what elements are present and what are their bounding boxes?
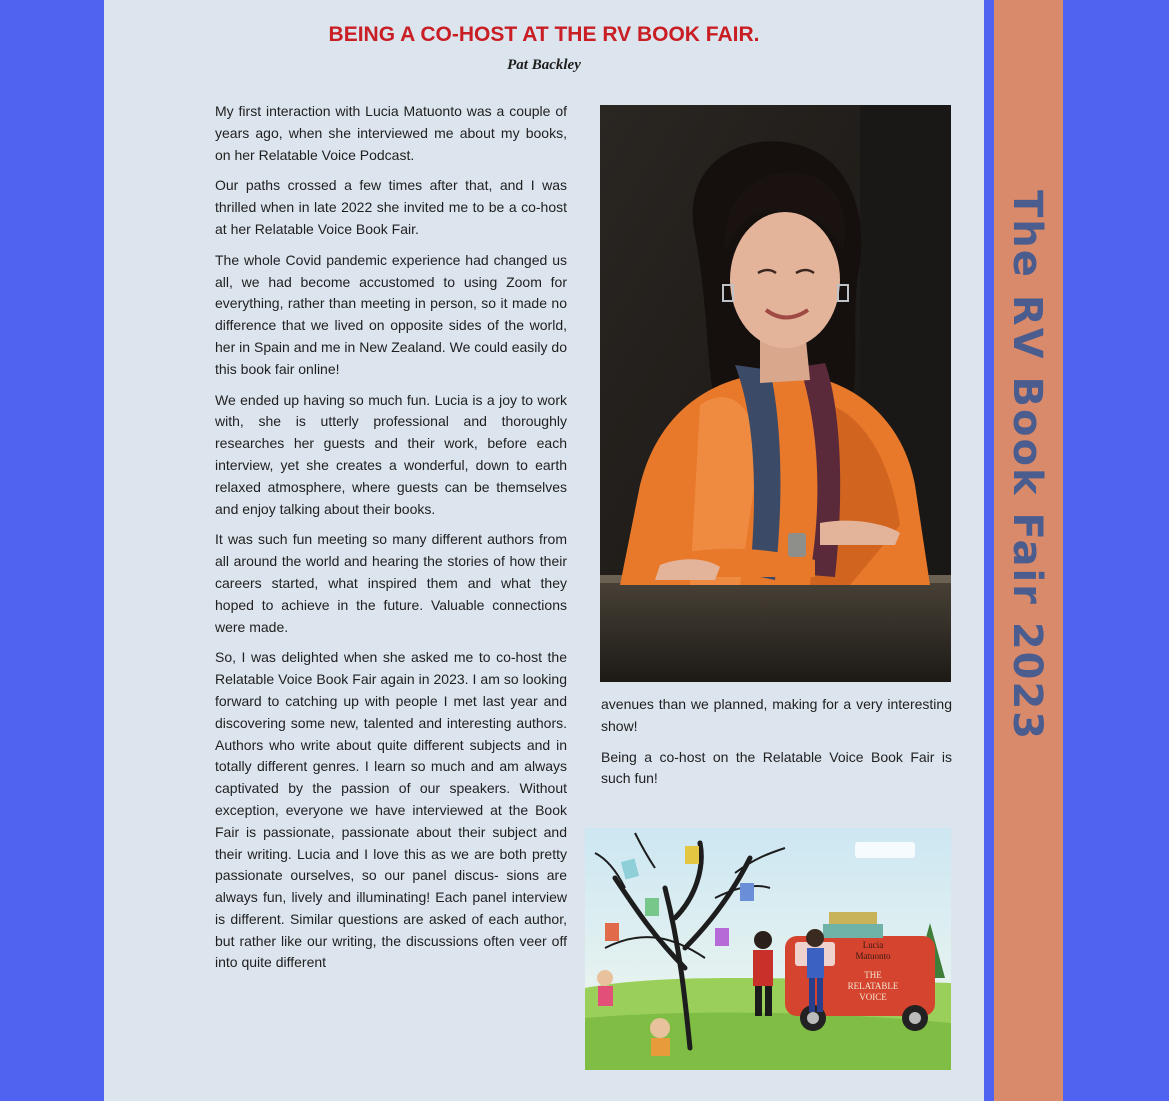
article-author: Pat Backley (507, 57, 581, 73)
left-column (215, 101, 567, 983)
paragraph: The whole Covid pandemic experience had changed us all, we had become accustomed to using Zoom for everything, rather than meeting in person, so it made no difference that we lived on opposite sides of the world, her in Spain and me in New Zealand. We could easily do this book fair online! (215, 251, 567, 377)
paragraph: Being a co-host on the Relatable Voice Book Fair is such fun! (601, 748, 952, 787)
author-photo (600, 105, 951, 682)
article-title: BEING A CO-HOST AT THE RV BOOK FAIR. (328, 23, 760, 46)
svg-text:THE: THE (864, 970, 882, 980)
author-photo-art (600, 105, 951, 682)
sidebar-title: The RV Book Fair 2023 (1004, 190, 1050, 742)
paragraph: avenues than we planned, making for a very interesting show! (601, 696, 952, 734)
paragraph: We ended up having so much fun. Lucia is a joy to work with, she is utterly professional and thoroughly researches her guests and their work, before each interview, yet she creates a wonderful, down to earth relaxed atmosphere, where guests can be themselves and enjoy talking about their books. (215, 391, 567, 517)
illustration-art (585, 828, 951, 1070)
svg-text:RELATABLE: RELATABLE (847, 981, 899, 991)
book-fair-illustration (585, 828, 951, 1070)
svg-text:VOICE: VOICE (859, 992, 887, 1002)
paragraph: It was such fun meeting so many different authors from all around the world and hearing the stories of how their careers started, what inspired them and what they hoped to achieve in the future. Valuable connections were made. (215, 531, 567, 635)
svg-text:Lucia: Lucia (862, 940, 884, 950)
right-column (601, 694, 952, 799)
svg-text:Matuonto: Matuonto (855, 951, 891, 961)
paragraph: My first interaction with Lucia Matuonto was a couple of years ago, when she interviewed me about my books, on her Relatable Voice Podcast. (215, 103, 567, 163)
paragraph: So, I was delighted when she asked me to co-host the Relatable Voice Book Fair again in 2023. I am so looking forward to catching up with people I met last year and discovering some new, talented and interesting authors. Authors who write about quite different subjects and in totally different genres. I learn so much and am always captivated by the passion of our speakers. Without exception, everyone we have interviewed at the Book Fair is passionate, passionate about their subject and their writing. Lucia and I love this as we are both pretty passionate ourselves, so our panel discus- sions are always fun, lively and illuminating! Each panel interview is different. Similar questions are asked of each author, but rather like our writing, the discussions often veer off into quite different (215, 649, 567, 971)
paragraph: Our paths crossed a few times after that, and I was thrilled when in late 2022 she invited me to be a co-host at her Relatable Voice Book Fair. (215, 177, 567, 237)
